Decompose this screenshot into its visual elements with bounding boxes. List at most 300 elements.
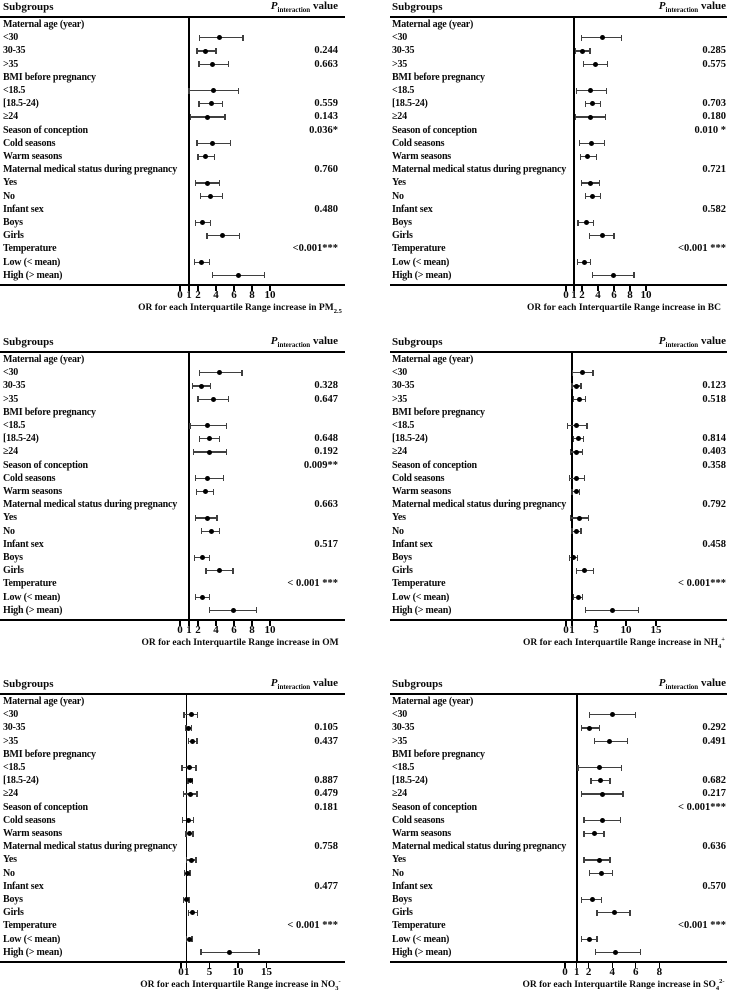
axis-tick-label: 5 xyxy=(593,624,599,636)
subgroups-header: Subgroups xyxy=(3,336,54,348)
point-estimate xyxy=(236,273,241,278)
subgroup-label: No xyxy=(3,190,15,202)
pollutant-subscript: 2.5 xyxy=(333,308,342,316)
x-axis-title-text: OR for each Interquartile Range increase in xyxy=(141,638,323,649)
ci-cap xyxy=(215,48,216,54)
ci-cap xyxy=(570,449,571,455)
ci-cap xyxy=(603,831,604,837)
point-estimate xyxy=(205,115,210,120)
point-estimate xyxy=(217,35,222,40)
point-estimate xyxy=(588,88,593,93)
subgroup-label: 30-35 xyxy=(392,45,415,57)
p-interaction-value: 0.181 xyxy=(314,801,338,813)
p-interaction-value: 0.517 xyxy=(314,538,338,550)
group-header-label: BMI before pregnancy xyxy=(392,71,485,83)
subgroup-label: 30-35 xyxy=(3,380,26,392)
p-interaction-value: 0.437 xyxy=(314,735,338,747)
ci-cap xyxy=(582,594,583,600)
ci-cap xyxy=(596,936,597,942)
group-header-label: Maternal medical status during pregnancy xyxy=(3,164,178,176)
point-estimate xyxy=(210,62,215,67)
ci-cap xyxy=(633,272,634,278)
x-axis-title xyxy=(136,978,345,992)
ci-cap xyxy=(612,870,613,876)
reference-line xyxy=(188,17,190,286)
point-estimate xyxy=(211,88,216,93)
axis-tick-label: 0 xyxy=(563,289,569,301)
subgroup-label: 30-35 xyxy=(392,722,415,734)
point-estimate xyxy=(208,194,213,199)
ci-cap xyxy=(200,949,201,955)
ci-cap xyxy=(640,949,641,955)
point-estimate xyxy=(589,141,594,146)
ci-cap xyxy=(596,910,597,916)
ci-cap xyxy=(198,101,199,107)
group-header-label: Infant sex xyxy=(3,203,44,215)
subgroup-label: <18.5 xyxy=(3,762,26,773)
p-symbol: P xyxy=(270,335,278,347)
ci-cap xyxy=(206,233,207,239)
ci-cap xyxy=(569,475,570,481)
ci-cap xyxy=(581,725,582,731)
ci-cap xyxy=(197,712,198,718)
p-interaction-value: 0.792 xyxy=(702,499,726,511)
p-interaction-value: 0.559 xyxy=(314,98,338,110)
point-estimate xyxy=(231,608,236,613)
group-header-label: Infant sex xyxy=(3,538,44,550)
point-estimate xyxy=(577,397,582,402)
axis-tick-label: 0 xyxy=(177,289,183,301)
group-header-label: Maternal medical status during pregnancy xyxy=(3,841,178,853)
ci-cap xyxy=(600,193,601,199)
group-header-label: Temperature xyxy=(392,243,446,255)
x-axis-title-text: OR for each Interquartile Range increase in xyxy=(140,980,322,991)
p-interaction-value: 0.575 xyxy=(702,58,726,70)
ci-cap xyxy=(583,61,584,67)
p-interaction-value: 0.480 xyxy=(314,203,338,215)
ci-cap xyxy=(595,949,596,955)
point-estimate xyxy=(186,726,191,731)
ci-cap xyxy=(571,383,572,389)
point-estimate xyxy=(189,858,194,863)
ci-cap xyxy=(593,220,594,226)
subgroup-label: Cold seasons xyxy=(3,472,56,484)
axis-tick-label: 10 xyxy=(264,289,276,301)
group-header-label: Season of conception xyxy=(3,801,88,813)
group-header-label: Maternal age (year) xyxy=(3,19,85,30)
subgroup-label: Cold seasons xyxy=(3,137,56,149)
point-estimate xyxy=(600,818,605,823)
axis-tick-label: 1 xyxy=(571,289,577,301)
group-header-label: BMI before pregnancy xyxy=(392,748,485,760)
subgroup-label: 30-35 xyxy=(392,380,415,392)
ci-cap xyxy=(188,88,189,94)
axis-tick-label: 4 xyxy=(213,289,219,301)
subgroup-label: High (> mean) xyxy=(392,269,452,281)
group-header-label: Temperature xyxy=(3,920,57,932)
point-estimate xyxy=(574,450,579,455)
p-interaction-value: 0.192 xyxy=(314,446,338,458)
subgroup-label: No xyxy=(3,867,15,879)
axis-tick-label: 5 xyxy=(206,966,213,978)
p-interaction-value: 0.582 xyxy=(702,203,726,215)
ci-cap xyxy=(198,61,199,67)
p-interaction-value: 0.244 xyxy=(314,45,338,57)
ci-cap xyxy=(580,528,581,534)
subgroup-label: >35 xyxy=(3,58,19,70)
ci-cap xyxy=(576,568,577,574)
subgroup-label: Low (< mean) xyxy=(392,591,450,603)
axis-tick-label: 4 xyxy=(595,289,601,301)
p-interaction-value: 0.887 xyxy=(314,775,338,787)
x-axis-title xyxy=(521,301,727,315)
ci-cap xyxy=(572,370,573,376)
reference-line xyxy=(571,352,573,621)
subgroup-label: Warm seasons xyxy=(392,486,451,497)
subgroup-label: Cold seasons xyxy=(392,137,445,149)
p-header-suffix: value xyxy=(698,335,726,347)
axis-tick-label: 2 xyxy=(579,289,585,301)
ci-cap xyxy=(573,594,574,600)
subgroup-label: Girls xyxy=(3,907,24,919)
x-axis-title-text: OR for each Interquartile Range increase in xyxy=(138,303,319,314)
axis-tick-label: 1 xyxy=(569,624,575,636)
point-estimate xyxy=(607,739,612,744)
ci-cap xyxy=(585,396,586,402)
ci-cap xyxy=(607,61,608,67)
x-axis-line xyxy=(0,961,345,963)
subgroups-header: Subgroups xyxy=(3,1,54,13)
ci-cap xyxy=(589,870,590,876)
pollutant-superscript: 2- xyxy=(719,978,725,985)
p-interaction-value: 0.328 xyxy=(314,380,338,392)
ci-cap xyxy=(609,778,610,784)
ci-cap xyxy=(223,475,224,481)
point-estimate xyxy=(205,516,210,521)
subgroup-label: 30-35 xyxy=(3,722,26,734)
pollutant-name: NH xyxy=(703,638,719,649)
ci-cap xyxy=(581,180,582,186)
ci-cap xyxy=(195,857,196,863)
p-interaction-header xyxy=(271,335,338,349)
group-header-label: Season of conception xyxy=(3,459,88,471)
axis-tick-label: 6 xyxy=(231,289,237,301)
ci-cap xyxy=(264,272,265,278)
ci-cap xyxy=(585,193,586,199)
ci-cap xyxy=(576,88,577,94)
ci-cap xyxy=(212,272,213,278)
subgroup-label: Girls xyxy=(3,230,24,242)
reference-line xyxy=(186,694,188,963)
ci-cap xyxy=(226,423,227,429)
p-interaction-value: 0.570 xyxy=(702,880,726,892)
p-interaction-value: <0.001 *** xyxy=(678,920,726,932)
p-interaction-header xyxy=(271,0,338,14)
p-interaction-value: 0.518 xyxy=(702,393,726,405)
subgroup-label: Warm seasons xyxy=(3,151,62,162)
ci-cap xyxy=(613,233,614,239)
subgroup-label: [18.5-24) xyxy=(392,98,428,110)
ci-cap xyxy=(222,193,223,199)
ci-cap xyxy=(186,857,187,863)
subgroup-label: Low (< mean) xyxy=(392,933,450,945)
subgroup-label: No xyxy=(3,525,15,537)
p-interaction-value: < 0.001*** xyxy=(678,801,726,813)
ci-cap xyxy=(571,528,572,534)
ci-cap xyxy=(216,515,217,521)
ci-cap xyxy=(581,897,582,903)
subgroup-label: No xyxy=(392,525,404,537)
p-interaction-value: 0.814 xyxy=(702,433,726,445)
subgroup-label: Boys xyxy=(392,552,412,563)
p-interaction-value: 0.760 xyxy=(314,164,338,176)
ci-cap xyxy=(575,114,576,120)
x-axis-line xyxy=(0,284,345,286)
point-estimate xyxy=(574,489,579,494)
x-axis-title xyxy=(135,301,345,315)
ci-cap xyxy=(182,817,183,823)
point-estimate xyxy=(207,450,212,455)
subgroup-label: No xyxy=(392,190,404,202)
ci-cap xyxy=(196,140,197,146)
ci-cap xyxy=(238,88,239,94)
point-estimate xyxy=(205,476,210,481)
p-interaction-value: 0.477 xyxy=(314,880,338,892)
subgroup-label: Low (< mean) xyxy=(392,256,450,268)
p-subscript: interaction xyxy=(277,683,311,692)
point-estimate xyxy=(203,154,208,159)
point-estimate xyxy=(577,516,582,521)
ci-cap xyxy=(635,712,636,718)
subgroup-label: High (> mean) xyxy=(3,604,63,616)
subgroup-label: >35 xyxy=(3,393,19,405)
point-estimate xyxy=(190,910,195,915)
ci-cap xyxy=(195,594,196,600)
p-interaction-value: 0.123 xyxy=(702,380,726,392)
p-header-suffix: value xyxy=(698,677,726,689)
p-interaction-header xyxy=(659,0,726,14)
subgroup-label: <18.5 xyxy=(392,762,415,773)
ci-cap xyxy=(188,738,189,744)
group-header-label: Infant sex xyxy=(392,538,433,550)
ci-cap xyxy=(200,193,201,199)
subgroup-label: Low (< mean) xyxy=(3,591,61,603)
p-interaction-value: 0.479 xyxy=(314,788,338,800)
p-subscript: interaction xyxy=(277,6,311,15)
p-interaction-value: 0.663 xyxy=(314,58,338,70)
ci-cap xyxy=(622,791,623,797)
group-header-label: Season of conception xyxy=(392,801,477,813)
p-subscript: interaction xyxy=(665,341,699,350)
ci-cap xyxy=(196,738,197,744)
group-header-label: Season of conception xyxy=(3,124,88,136)
axis-tick-label: 15 xyxy=(650,624,662,636)
group-header-label: Maternal age (year) xyxy=(392,19,474,30)
point-estimate xyxy=(209,101,214,106)
subgroup-label: Yes xyxy=(392,854,406,866)
subgroup-label: Girls xyxy=(392,230,413,242)
subgroup-label: <30 xyxy=(392,709,408,721)
ci-cap xyxy=(621,765,622,771)
ci-cap xyxy=(589,712,590,718)
ci-cap xyxy=(210,220,211,226)
ci-cap xyxy=(199,370,200,376)
ci-cap xyxy=(579,489,580,495)
subgroup-label: High (> mean) xyxy=(392,604,452,616)
p-interaction-value: 0.010 * xyxy=(694,124,726,136)
ci-cap xyxy=(242,35,243,41)
group-header-label: Maternal medical status during pregnancy xyxy=(392,841,567,853)
p-symbol: P xyxy=(270,677,278,689)
p-interaction-value: 0.721 xyxy=(702,164,726,176)
ci-cap xyxy=(590,259,591,265)
subgroup-label: [18.5-24) xyxy=(3,433,39,445)
subgroup-label: Yes xyxy=(392,512,406,524)
ci-cap xyxy=(199,436,200,442)
axis-tick-label: 1 xyxy=(186,289,192,301)
point-estimate xyxy=(599,871,604,876)
group-header-label: Temperature xyxy=(392,920,446,932)
subgroup-label: <30 xyxy=(3,709,19,721)
point-estimate xyxy=(574,384,579,389)
ci-cap xyxy=(638,607,639,613)
ci-cap xyxy=(583,831,584,837)
point-estimate xyxy=(203,49,208,54)
subgroup-label: Warm seasons xyxy=(392,151,451,162)
axis-tick-label: 10 xyxy=(264,624,276,636)
point-estimate xyxy=(220,233,225,238)
ci-cap xyxy=(583,436,584,442)
p-interaction-header xyxy=(271,677,338,691)
p-header-suffix: value xyxy=(310,677,338,689)
ci-cap xyxy=(197,396,198,402)
subgroup-label: ≥24 xyxy=(3,788,18,800)
p-interaction-value: 0.217 xyxy=(702,788,726,800)
p-interaction-value: 0.036* xyxy=(309,124,338,136)
forest-panel-bc xyxy=(366,0,732,330)
pollutant-name: PM xyxy=(318,303,334,314)
subgroup-label: Yes xyxy=(3,854,17,866)
p-symbol: P xyxy=(658,0,666,12)
point-estimate xyxy=(227,950,232,955)
p-interaction-value: 0.703 xyxy=(702,98,726,110)
subgroup-label: Warm seasons xyxy=(392,828,451,839)
subgroup-label: [18.5-24) xyxy=(3,98,39,110)
p-interaction-value: 0.682 xyxy=(702,775,726,787)
x-axis-title-text: OR for each Interquartile Range increase in xyxy=(523,638,704,649)
ci-cap xyxy=(582,449,583,455)
forest-panel-nh4 xyxy=(366,335,732,665)
ci-cap xyxy=(230,140,231,146)
x-axis-line xyxy=(390,284,727,286)
group-header-label: Infant sex xyxy=(392,203,433,215)
ci-cap xyxy=(573,396,574,402)
subgroup-label: High (> mean) xyxy=(3,946,63,958)
point-estimate xyxy=(592,831,597,836)
subgroup-label: Boys xyxy=(392,217,412,228)
ci-cap xyxy=(210,383,211,389)
ci-cap xyxy=(197,154,198,160)
subgroup-label: [18.5-24) xyxy=(392,775,428,787)
point-estimate xyxy=(211,397,216,402)
axis-tick-label: 8 xyxy=(249,624,255,636)
ci-cap xyxy=(195,765,196,771)
p-interaction-value: <0.001 *** xyxy=(678,243,726,255)
ci-cap xyxy=(205,568,206,574)
point-estimate xyxy=(199,384,204,389)
point-estimate xyxy=(188,778,193,783)
p-interaction-value: 0.292 xyxy=(702,722,726,734)
ci-cap xyxy=(620,817,621,823)
ci-cap xyxy=(583,817,584,823)
ci-cap xyxy=(256,607,257,613)
group-header-label: Temperature xyxy=(3,243,57,255)
point-estimate xyxy=(576,436,581,441)
point-estimate xyxy=(209,529,214,534)
subgroup-label: <18.5 xyxy=(392,420,415,431)
x-axis-title-text: OR for each Interquartile Range increase in xyxy=(527,303,708,314)
point-estimate xyxy=(574,423,579,428)
ci-cap xyxy=(201,528,202,534)
subgroup-label: ≥24 xyxy=(3,111,18,123)
ci-cap xyxy=(209,607,210,613)
subgroup-label: Warm seasons xyxy=(3,828,62,839)
ci-cap xyxy=(199,35,200,41)
p-interaction-value: 0.636 xyxy=(702,841,726,853)
point-estimate xyxy=(574,529,579,534)
subgroup-label: [18.5-24) xyxy=(3,775,39,787)
pollutant-subscript: 3 xyxy=(335,985,339,992)
ci-cap xyxy=(214,154,215,160)
ci-whisker xyxy=(596,952,641,953)
ci-cap xyxy=(183,712,184,718)
ci-cap xyxy=(228,61,229,67)
axis-tick-label: 2 xyxy=(195,289,201,301)
subgroup-label: >35 xyxy=(392,58,408,70)
point-estimate xyxy=(613,950,618,955)
ci-cap xyxy=(604,140,605,146)
ci-cap xyxy=(592,370,593,376)
ci-cap xyxy=(600,101,601,107)
ci-cap xyxy=(232,568,233,574)
ci-cap xyxy=(183,791,184,797)
p-symbol: P xyxy=(658,335,666,347)
ci-cap xyxy=(596,154,597,160)
p-header-suffix: value xyxy=(698,0,726,12)
ci-cap xyxy=(586,423,587,429)
subgroup-label: No xyxy=(392,867,404,879)
ci-cap xyxy=(192,383,193,389)
subgroup-label: High (> mean) xyxy=(3,269,63,281)
pollutant-superscript: - xyxy=(338,978,341,985)
ci-cap xyxy=(209,259,210,265)
point-estimate xyxy=(200,595,205,600)
subgroup-label: >35 xyxy=(392,735,408,747)
axis-tick-label: 2 xyxy=(585,966,592,978)
x-axis-title xyxy=(521,636,727,650)
point-estimate xyxy=(588,181,593,186)
subgroup-label: Yes xyxy=(392,177,406,189)
axis-tick-label: 4 xyxy=(609,966,615,978)
p-subscript: interaction xyxy=(665,6,699,15)
subgroup-label: ≥24 xyxy=(392,788,407,800)
ci-cap xyxy=(581,35,582,41)
ci-cap xyxy=(581,791,582,797)
ci-cap xyxy=(580,383,581,389)
ci-cap xyxy=(571,489,572,495)
subgroup-label: [18.5-24) xyxy=(392,433,428,445)
group-header-label: Infant sex xyxy=(3,880,44,892)
